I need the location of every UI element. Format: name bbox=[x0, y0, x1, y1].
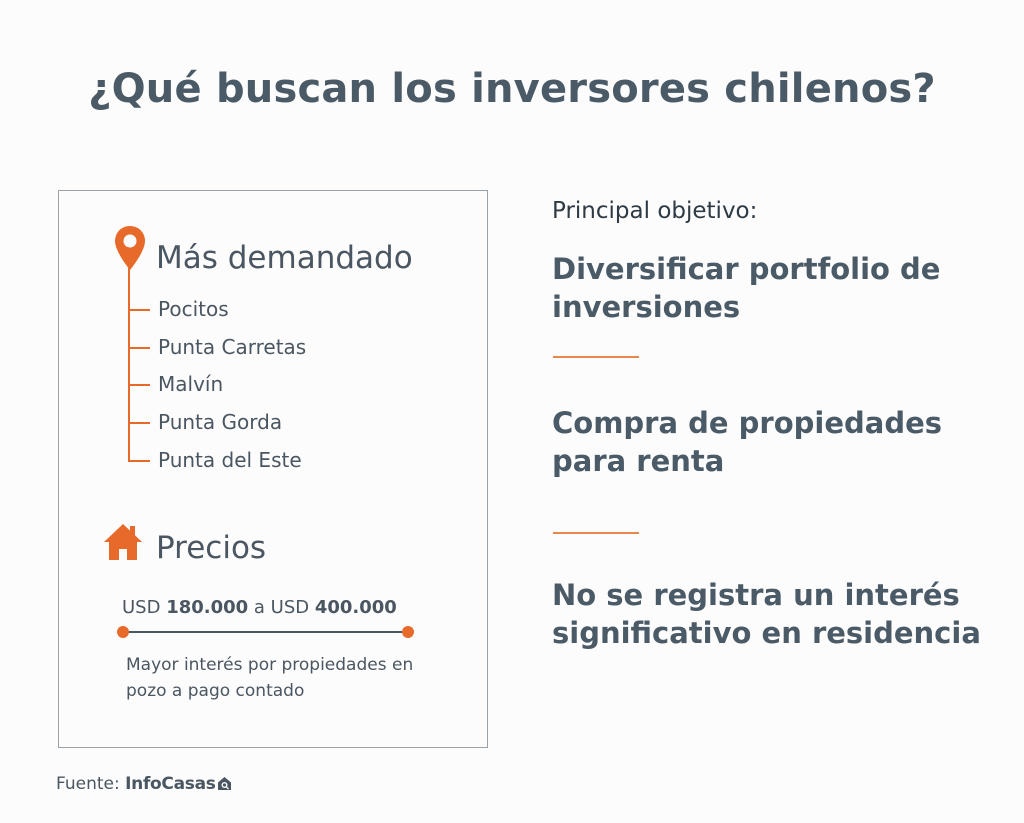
range-start-dot bbox=[117, 626, 129, 638]
objective-statement: Compra de propiedades para renta bbox=[552, 406, 943, 478]
infocasas-logo-icon bbox=[217, 776, 232, 791]
infocasas-logo-text: InfoCasas bbox=[125, 774, 216, 794]
location-tree-line bbox=[128, 266, 130, 462]
location-tick bbox=[128, 384, 150, 386]
location-item: Punta Carretas bbox=[158, 335, 307, 359]
price-range bbox=[122, 597, 397, 618]
location-item: Punta Gorda bbox=[158, 410, 283, 434]
location-pin-icon bbox=[112, 224, 148, 274]
price-min: 180.000 bbox=[166, 597, 249, 618]
price-range-prefix: USD bbox=[122, 597, 167, 618]
separator bbox=[553, 532, 639, 534]
page-title: ¿Qué buscan los inversores chilenos? bbox=[88, 66, 936, 112]
location-tick bbox=[128, 460, 150, 462]
objective-statement: Diversificar portfolio de inversiones bbox=[552, 252, 941, 324]
source-credit bbox=[56, 774, 232, 794]
location-item: Punta del Este bbox=[158, 448, 302, 472]
range-end-dot bbox=[402, 626, 414, 638]
price-max: 400.000 bbox=[314, 597, 397, 618]
price-note: Mayor interés por propiedades en pozo a pago contado bbox=[126, 655, 414, 701]
demand-title: Más demandado bbox=[156, 240, 413, 276]
location-item: Pocitos bbox=[158, 297, 229, 321]
price-range-middle: a USD bbox=[248, 597, 315, 618]
prices-title: Precios bbox=[156, 530, 267, 566]
objective-statement: No se registra un interés significativo en residencia bbox=[552, 578, 981, 650]
location-tick bbox=[128, 422, 150, 424]
objective-label: Principal objetivo: bbox=[552, 198, 758, 224]
price-range-line bbox=[124, 631, 408, 633]
location-tick bbox=[128, 309, 150, 311]
location-tick bbox=[128, 347, 150, 349]
location-item: Malvín bbox=[158, 372, 224, 396]
source-label: Fuente: bbox=[56, 774, 120, 794]
house-icon bbox=[102, 522, 144, 562]
separator bbox=[553, 356, 639, 358]
